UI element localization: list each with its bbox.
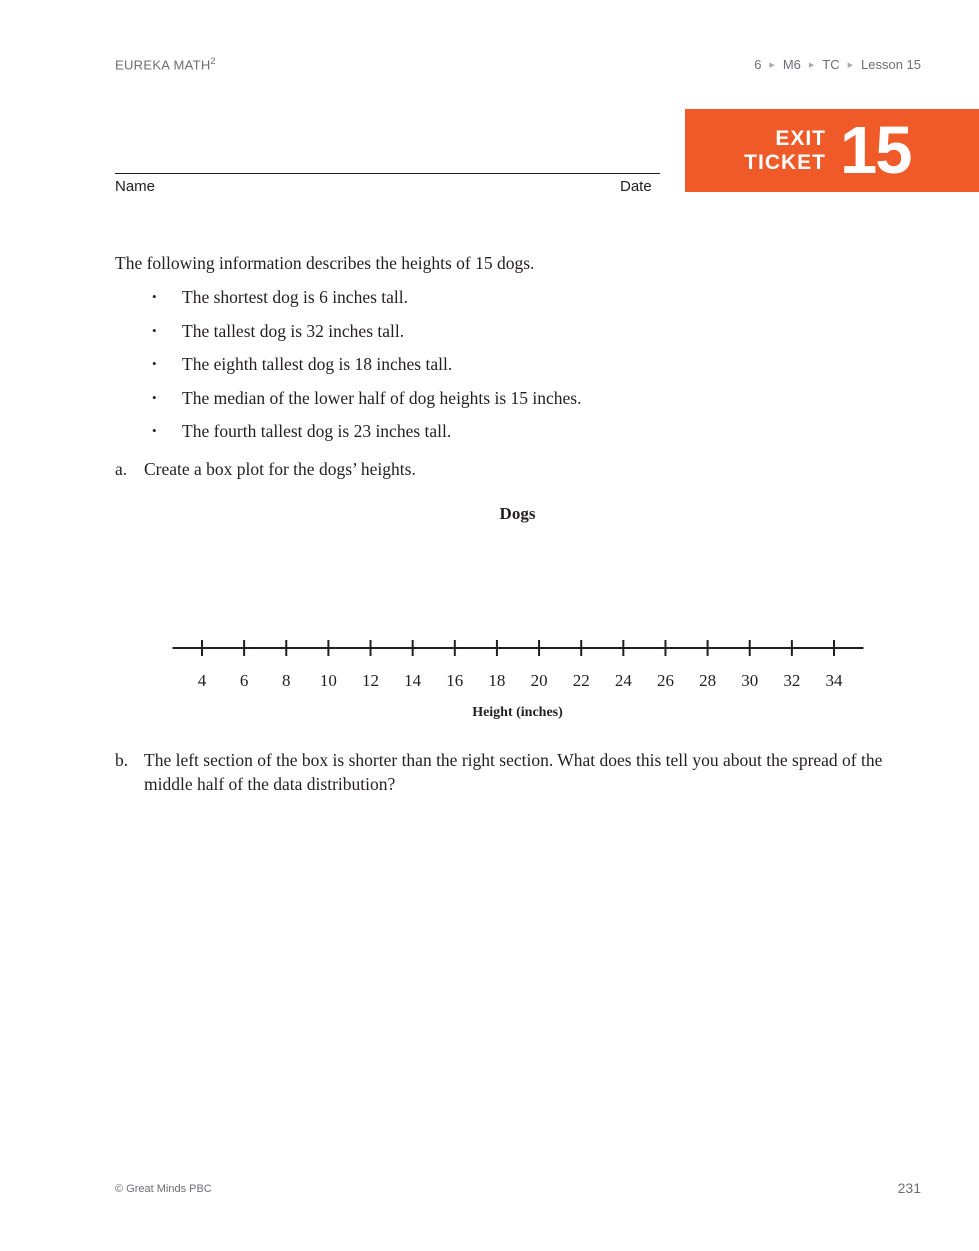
question-a-label: a. xyxy=(115,459,128,479)
breadcrumb-grade: 6 xyxy=(754,57,762,72)
date-label: Date xyxy=(620,178,652,195)
brand-logo: EUREKA MATH$^2$ xyxy=(115,56,216,73)
tick-label: 6 xyxy=(239,671,249,690)
tick-label: 30 xyxy=(741,671,759,690)
number-line-chart[interactable] xyxy=(0,600,979,700)
tick-label: 12 xyxy=(362,671,380,690)
breadcrumb-lesson: Lesson 15 xyxy=(861,57,921,72)
tick-label: 4 xyxy=(197,671,207,690)
list-item: • The fourth tallest dog is 23 inches tall. xyxy=(150,420,581,454)
list-item: • The shortest dog is 6 inches tall. xyxy=(150,286,581,320)
breadcrumb xyxy=(754,57,921,72)
tick-label: 10 xyxy=(319,671,337,690)
page-number: 231 xyxy=(897,1180,921,1196)
breadcrumb-module: M6 xyxy=(782,57,801,72)
exit-ticket-banner xyxy=(685,109,979,192)
breadcrumb-separator-icon: ▶ xyxy=(847,61,853,69)
tick-label: 28 xyxy=(699,671,717,690)
tick-label: 24 xyxy=(614,671,632,690)
question-a-text: Create a box plot for the dogs’ heights. xyxy=(144,459,416,479)
exit-ticket-number: 15 xyxy=(840,113,911,188)
name-label: Name xyxy=(115,178,156,195)
facts-list xyxy=(150,286,581,454)
question-b-label: b. xyxy=(115,750,129,770)
copyright: © Great Minds PBC xyxy=(115,1183,212,1195)
x-axis-label: Height (inches) xyxy=(472,705,563,720)
tick-label: 20 xyxy=(530,671,548,690)
breadcrumb-separator-icon: ▶ xyxy=(808,61,815,69)
tick-label: 26 xyxy=(656,671,674,690)
problem-intro: The following information describes the heights of 15 dogs. xyxy=(115,253,535,273)
question-b-text: The left section of the box is shorter than the right section. What does this tell you about the spread of the middle half of the data distribution? xyxy=(144,750,883,794)
breadcrumb-topic: TC xyxy=(822,57,840,72)
tick-label: 32 xyxy=(783,671,801,690)
exit-ticket-label: EXIT TICKET xyxy=(744,127,826,174)
tick-label: 18 xyxy=(488,671,506,690)
list-item: • The eighth tallest dog is 18 inches tall. xyxy=(150,353,581,387)
tick-label: 22 xyxy=(572,671,590,690)
tick-labels xyxy=(198,671,843,690)
tick-label: 34 xyxy=(825,671,843,690)
chart-title: Dogs xyxy=(499,504,536,523)
tick-label: 16 xyxy=(446,671,464,690)
breadcrumb-separator-icon: ▶ xyxy=(769,61,775,69)
tick-label: 8 xyxy=(282,671,291,690)
name-date-line[interactable] xyxy=(115,173,660,174)
tick-label: 14 xyxy=(404,671,422,690)
list-item: • The median of the lower half of dog heights is 15 inches. xyxy=(150,387,581,421)
list-item: • The tallest dog is 32 inches tall. xyxy=(150,320,581,354)
